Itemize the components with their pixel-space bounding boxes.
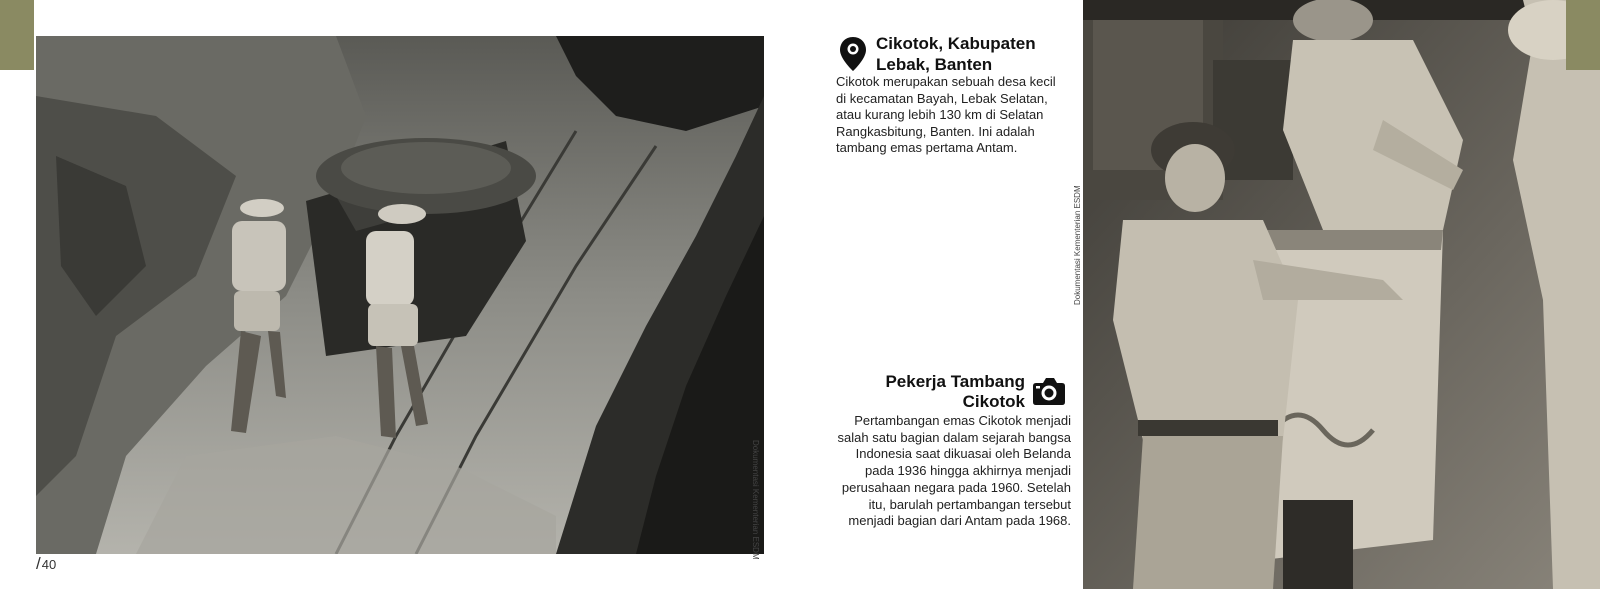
location-title: Cikotok, Kabupaten Lebak, Banten bbox=[876, 34, 1036, 74]
camera-icon bbox=[1032, 376, 1066, 406]
page-number bbox=[36, 554, 56, 574]
photo-credit-right: Dokumentasi Kementerian ESDM bbox=[1073, 185, 1082, 305]
page-number-value: 40 bbox=[41, 557, 57, 572]
map-pin-icon bbox=[838, 36, 868, 72]
left-accent-bar bbox=[0, 0, 34, 70]
photo-miners-at-bucket bbox=[1083, 0, 1600, 589]
caption-title: Pekerja Tambang Cikotok bbox=[885, 372, 1025, 411]
caption-description: Pertambangan emas Cikotok menjadi salah satu bagian dalam sejarah bangsa Indonesia saat dikuasai oleh Belanda pada 1936 hingga akhirnya menjadi perusahaan negara pada 1960. Setelah itu, barulah pertambangan tersebut menjadi bagian dari Antam pada 1968. bbox=[837, 413, 1071, 529]
photo-credit-left: Dokumentasi Kementerian ESDM bbox=[751, 440, 760, 560]
page-slash: / bbox=[36, 554, 41, 573]
right-accent-bar bbox=[1566, 0, 1600, 70]
location-description: Cikotok merupakan sebuah desa kecil di kecamatan Bayah, Lebak Selatan, atau kurang lebih 130 km di Selatan Rangkasbitung, Banten. Ini adalah tambang emas pertama Antam. bbox=[836, 74, 1056, 155]
photo-miners-pushing-cart bbox=[36, 36, 764, 554]
